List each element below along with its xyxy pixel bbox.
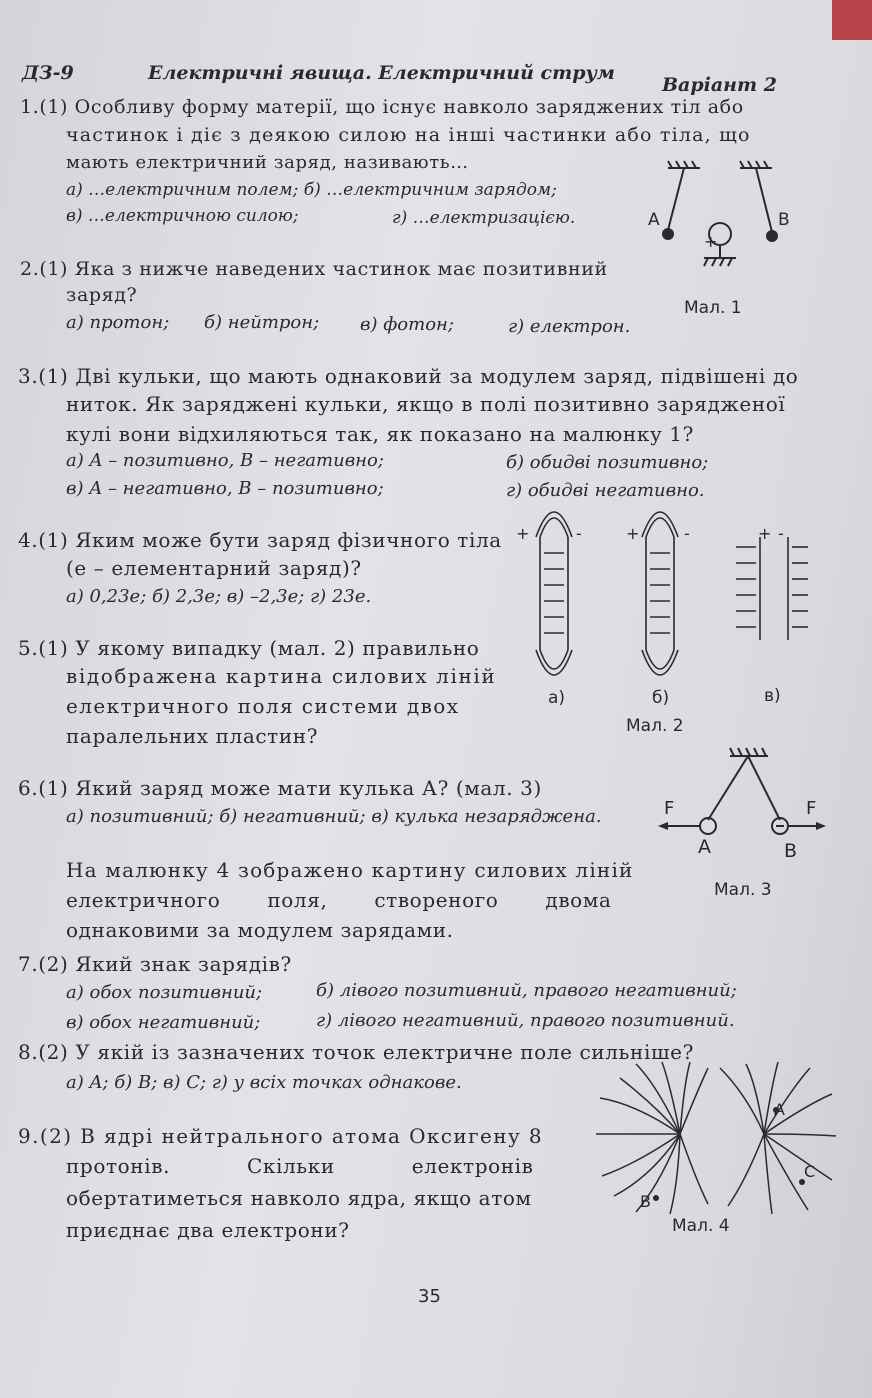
- q3-option-a: а) A – позитивно, B – негативно;: [66, 450, 384, 471]
- q1-options-row1: а) …електричним полем; б) …електричним зарядом;: [66, 180, 557, 200]
- fig2-caption: Мал. 2: [626, 716, 684, 736]
- q1-line2: частинок і діє з деякою силою на інші частинки або тіла, що: [66, 124, 751, 146]
- q1-line1: 1.(1) Особливу форму матерії, що існує навколо заряджених тіл або: [20, 96, 744, 118]
- fig4-caption: Мал. 4: [672, 1216, 730, 1236]
- page-corner-background: [832, 0, 872, 40]
- figure-1-diagram: [640, 160, 810, 310]
- q5-line4: паралельних пластин?: [66, 724, 319, 748]
- q3-line3: кулі вони відхиляються так, як показано на малюнку 1?: [66, 422, 694, 446]
- q3-option-d: г) обидві негативно.: [506, 480, 705, 501]
- fig2c-minus: -: [778, 524, 784, 543]
- q7-line1: 7.(2) Який знак зарядів?: [18, 952, 292, 976]
- q3-line2: ниток. Як заряджені кульки, якщо в полі позитивно зарядженої: [66, 392, 786, 416]
- variant-label: Варіант 2: [662, 74, 777, 96]
- worksheet-topic: Електричні явища. Електричний струм: [148, 62, 615, 84]
- fig4-label-b: B: [640, 1192, 651, 1211]
- figure-3-diagram: [656, 740, 826, 840]
- q9-line3: обертатиметься навколо ядра, якщо атом: [66, 1186, 532, 1210]
- worksheet-code: ДЗ-9: [22, 62, 74, 84]
- fig3-caption: Мал. 3: [714, 880, 772, 900]
- q2-option-a: а) протон;: [66, 312, 170, 333]
- fig1-ball-b: [766, 230, 778, 242]
- fig3-arrow-left-head: [658, 822, 668, 830]
- fig3-force-right: F: [806, 798, 817, 819]
- fig2b-plus: +: [626, 524, 640, 543]
- fig2a-plus: +: [516, 524, 530, 543]
- q4-options: а) 0,23е; б) 2,3е; в) –2,3е; г) 23е.: [66, 586, 372, 607]
- fig3-label-b: B: [784, 840, 798, 862]
- q7-option-b: б) лівого позитивний, правого негативний;: [316, 980, 737, 1001]
- fig4-intro-line1: На малюнку 4 зображено картину силових ліній: [66, 858, 634, 882]
- q9-line2: протонів. Скільки електронів: [66, 1154, 534, 1178]
- q5-line1: 5.(1) У якому випадку (мал. 2) правильно: [18, 636, 480, 660]
- figure-4-diagram: [596, 1064, 836, 1214]
- q2-option-b: б) нейтрон;: [204, 312, 320, 333]
- q7-option-d: г) лівого негативний, правого позитивний.: [316, 1010, 735, 1031]
- q1-option-g: г) …електризацією.: [392, 208, 576, 228]
- q3-line1: 3.(1) Дві кульки, що мають однаковий за модулем заряд, підвішені до: [18, 364, 799, 388]
- fig1-label-a: A: [648, 210, 660, 230]
- q1-line3: мають електричний заряд, називають…: [66, 152, 469, 173]
- q1-option-v: в) …електричною силою;: [66, 206, 299, 226]
- q7-option-a: а) обох позитивний;: [66, 982, 263, 1003]
- q2-option-c: в) фотон;: [360, 314, 454, 335]
- q2-option-d: г) електрон.: [508, 316, 631, 337]
- q5-line3: електричного поля системи двох: [66, 694, 460, 718]
- fig4-label-c: C: [804, 1162, 816, 1181]
- q9-line1: 9.(2) В ядрі нейтрального атома Оксигену 8: [18, 1124, 544, 1148]
- fig3-arrow-right-head: [816, 822, 826, 830]
- q8-line1: 8.(2) У якій із зазначених точок електричне поле сильніше?: [18, 1040, 694, 1064]
- fig4-intro-line3: однаковими за модулем зарядами.: [66, 918, 454, 942]
- fig2c-plus: +: [758, 524, 772, 543]
- q4-line1: 4.(1) Яким може бути заряд фізичного тіла: [18, 528, 502, 552]
- q8-options: а) A; б) B; в) C; г) у всіх точках однакове.: [66, 1072, 462, 1093]
- fig3-force-left: F: [664, 798, 675, 819]
- fig2b-minus: -: [684, 524, 690, 543]
- q3-option-c: в) A – негативно, B – позитивно;: [66, 478, 384, 499]
- q7-option-c: в) обох негативний;: [66, 1012, 261, 1033]
- q2-line1: 2.(1) Яка з нижче наведених частинок має позитивний: [20, 258, 608, 280]
- fig3-label-a: A: [698, 836, 711, 858]
- fig2a-minus: -: [576, 524, 582, 543]
- q5-line2: відображена картина силових ліній: [66, 664, 497, 688]
- q4-line2: (е – елементарний заряд)?: [66, 556, 362, 580]
- fig2-label-a: а): [548, 688, 566, 708]
- fig1-ball-a: [662, 228, 674, 240]
- q6-options: а) позитивний; б) негативний; в) кулька незаряджена.: [66, 806, 602, 827]
- fig2-label-c: в): [764, 686, 781, 706]
- fig4-label-a: A: [774, 1100, 785, 1119]
- q2-line2: заряд?: [66, 284, 138, 306]
- fig4-point-b: [653, 1195, 659, 1201]
- q3-option-b: б) обидві позитивно;: [506, 452, 709, 473]
- fig2-label-b: б): [652, 688, 670, 708]
- fig1-caption: Мал. 1: [684, 298, 742, 318]
- q9-line4: приєднає два електрони?: [66, 1218, 350, 1242]
- fig4-intro-line2: електричного поля, створеного двома: [66, 888, 612, 912]
- page-number: 35: [418, 1286, 441, 1307]
- fig1-plus-sign: +: [704, 232, 718, 251]
- fig1-label-b: B: [778, 210, 790, 230]
- q6-line1: 6.(1) Який заряд може мати кулька А? (мал. 3): [18, 776, 542, 800]
